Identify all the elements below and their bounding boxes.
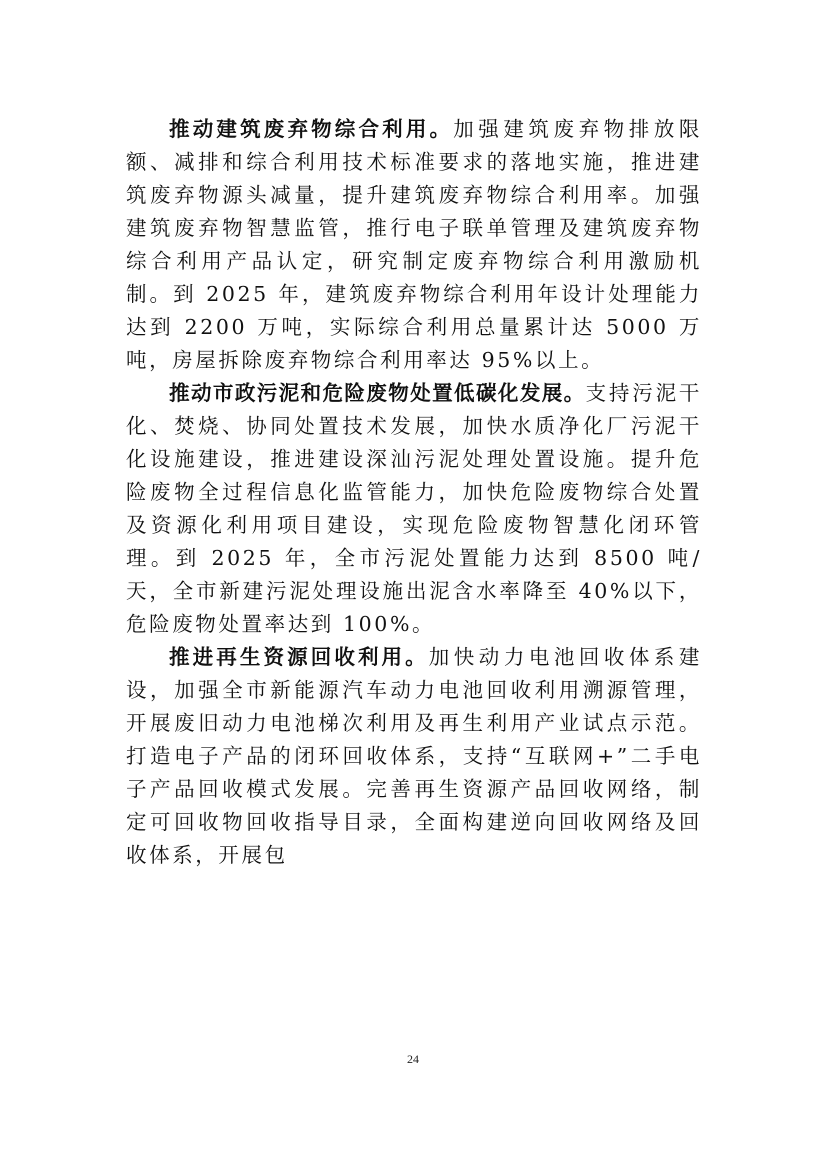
paragraph-text: 加强建筑废弃物排放限额、减排和综合利用技术标准要求的落地实施，推进建筑废弃物源头减量，提升建筑废弃物综合利用率。加强建筑废弃物智慧监管，推行电子联单管理及建筑废弃物综合利用产品认定，研究制定废弃物综合利用激励机制。到 2025 年，建筑废弃物综合利用年设计处理能力达到 2200 万吨，实际综合利用总量累计达 5000 万吨，房屋拆除废弃物综合利用率达 95%以上。	[126, 117, 702, 372]
paragraph-recycling	[126, 641, 702, 872]
paragraph-heading: 推动市政污泥和危险废物处置低碳化发展。	[169, 381, 586, 405]
paragraph-text: 加快动力电池回收体系建设，加强全市新能源汽车动力电池回收利用溯源管理，开展废旧动力电池梯次利用及再生利用产业试点示范。打造电子产品的闭环回收体系，支持“互联网+”二手电子产品回收模式发展。完善再生资源产品回收网络，制定可回收物回收指导目录，全面构建逆向回收网络及回收体系，开展包	[126, 645, 702, 867]
paragraph-heading: 推进再生资源回收利用。	[169, 645, 429, 669]
document-body	[126, 113, 702, 872]
page-number: 24	[407, 1052, 419, 1066]
paragraph-construction-waste	[126, 113, 702, 377]
paragraph-heading: 推动建筑废弃物综合利用。	[169, 117, 454, 141]
paragraph-sludge-hazardous-waste	[126, 377, 702, 641]
paragraph-text: 支持污泥干化、焚烧、协同处置技术发展，加快水质净化厂污泥干化设施建设，推进建设深汕污泥处理处置设施。提升危险废物全过程信息化监管能力，加快危险废物综合处置及资源化利用项目建设，实现危险废物智慧化闭环管理。到 2025 年，全市污泥处置能力达到 8500 吨/天，全市新建污泥处理设施出泥含水率降至 40%以下，危险废物处置率达到 100%。	[126, 381, 702, 636]
